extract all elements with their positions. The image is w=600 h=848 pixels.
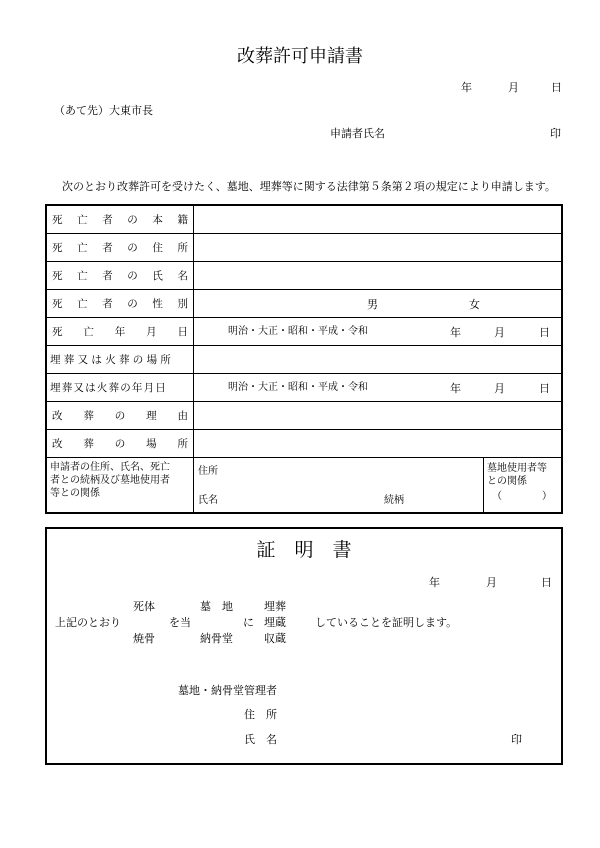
row-label: 死 亡 者 の 本 籍 (52, 214, 188, 226)
row-burial-place (47, 346, 561, 374)
burial-date-eras[interactable]: 明治・大正・昭和・平成・令和 (228, 382, 368, 393)
name-field[interactable] (194, 262, 561, 289)
sex-female-option[interactable]: 女 (469, 298, 480, 311)
cert-seal: 印 (511, 733, 522, 746)
row-label: 改 葬 の 理 由 (52, 410, 188, 422)
burial-date-month: 月 (494, 382, 505, 395)
burial-date-year: 年 (450, 382, 461, 395)
form-title: 改葬許可申請書 (237, 46, 363, 67)
burial-date-day: 日 (539, 382, 550, 395)
date-month: 月 (508, 81, 519, 94)
cert-grave: 墓 地 (200, 600, 233, 613)
row-label: 死 亡 者 の 住 所 (52, 242, 188, 254)
reason-field[interactable] (194, 402, 561, 429)
death-date-month: 月 (494, 326, 505, 339)
cert-ossuary: 納骨堂 (200, 632, 233, 645)
row-name (47, 262, 561, 290)
cert-hereby: を当 (169, 616, 191, 629)
domicile-field[interactable] (194, 206, 561, 233)
intro-text: 次のとおり改葬許可を受けたく、墓地、埋葬等に関する法律第５条第２項の規定により申請します。 (62, 180, 556, 193)
addressee: （あて先）大東市長 (54, 104, 153, 117)
row-burial-date (47, 374, 561, 402)
row-address (47, 234, 561, 262)
applicant-name-field-label: 氏名 (198, 495, 218, 506)
row-death-date (47, 318, 561, 346)
applicant-info-field[interactable] (194, 458, 484, 512)
applicant-name-label: 申請者氏名 (330, 127, 385, 140)
grave-user-relation-field[interactable]: 墓地使用者等 との関係 （ ） (487, 463, 552, 502)
cert-date-month: 月 (486, 576, 497, 589)
row-label: 死 亡 者 の 性 別 (52, 298, 188, 310)
address-field[interactable] (194, 234, 561, 261)
application-table (45, 204, 563, 514)
date-year: 年 (461, 81, 472, 94)
row-label: 埋葬又は火葬の場所 (50, 354, 175, 366)
cert-date-year: 年 (429, 576, 440, 589)
cert-manager-name-label: 氏 名 (244, 733, 277, 746)
grave-user-relation-paren: （ ） (492, 491, 552, 502)
row-label: 死 亡 者 の 氏 名 (52, 270, 188, 282)
applicant-block-label: 申請者の住所、氏名、死亡 者との続柄及び墓地使用者 等との関係 (47, 458, 194, 512)
sex-male-option[interactable]: 男 (367, 298, 378, 311)
row-label: 埋葬又は火葬の年月日 (50, 382, 167, 394)
row-domicile (47, 206, 561, 234)
cert-suffix: していることを証明します。 (315, 616, 458, 629)
row-label: 死 亡 年 月 日 (52, 326, 188, 338)
certificate-title: 証 明 書 (256, 539, 352, 561)
cert-manager-address-label: 住 所 (244, 708, 277, 721)
reburial-place-field[interactable] (194, 430, 561, 457)
date-day: 日 (551, 81, 562, 94)
death-date-year: 年 (450, 326, 461, 339)
cert-date-day: 日 (541, 576, 552, 589)
cert-ni: に (243, 616, 254, 629)
row-reburial-place (47, 430, 561, 458)
cert-bone: 焼骨 (133, 632, 155, 645)
cert-prefix: 上記のとおり (55, 616, 121, 629)
row-reason (47, 402, 561, 430)
death-date-day: 日 (539, 326, 550, 339)
cert-bury: 埋葬 (264, 600, 286, 613)
death-date-field[interactable] (194, 318, 561, 345)
cert-store: 収蔵 (264, 632, 286, 645)
applicant-seal: 印 (550, 127, 561, 140)
applicant-relation-label: 続柄 (384, 495, 404, 506)
death-date-eras[interactable]: 明治・大正・昭和・平成・令和 (228, 326, 368, 337)
burial-place-field[interactable] (194, 346, 561, 373)
applicant-address-label: 住所 (198, 466, 218, 477)
cert-inter: 埋蔵 (264, 616, 286, 629)
row-applicant (47, 458, 561, 512)
row-sex (47, 290, 561, 318)
cert-manager-label: 墓地・納骨堂管理者 (178, 684, 277, 697)
cert-corpse: 死体 (133, 600, 155, 613)
burial-date-field[interactable] (194, 374, 561, 401)
certificate-box (45, 527, 563, 765)
row-label: 改 葬 の 場 所 (52, 438, 188, 450)
